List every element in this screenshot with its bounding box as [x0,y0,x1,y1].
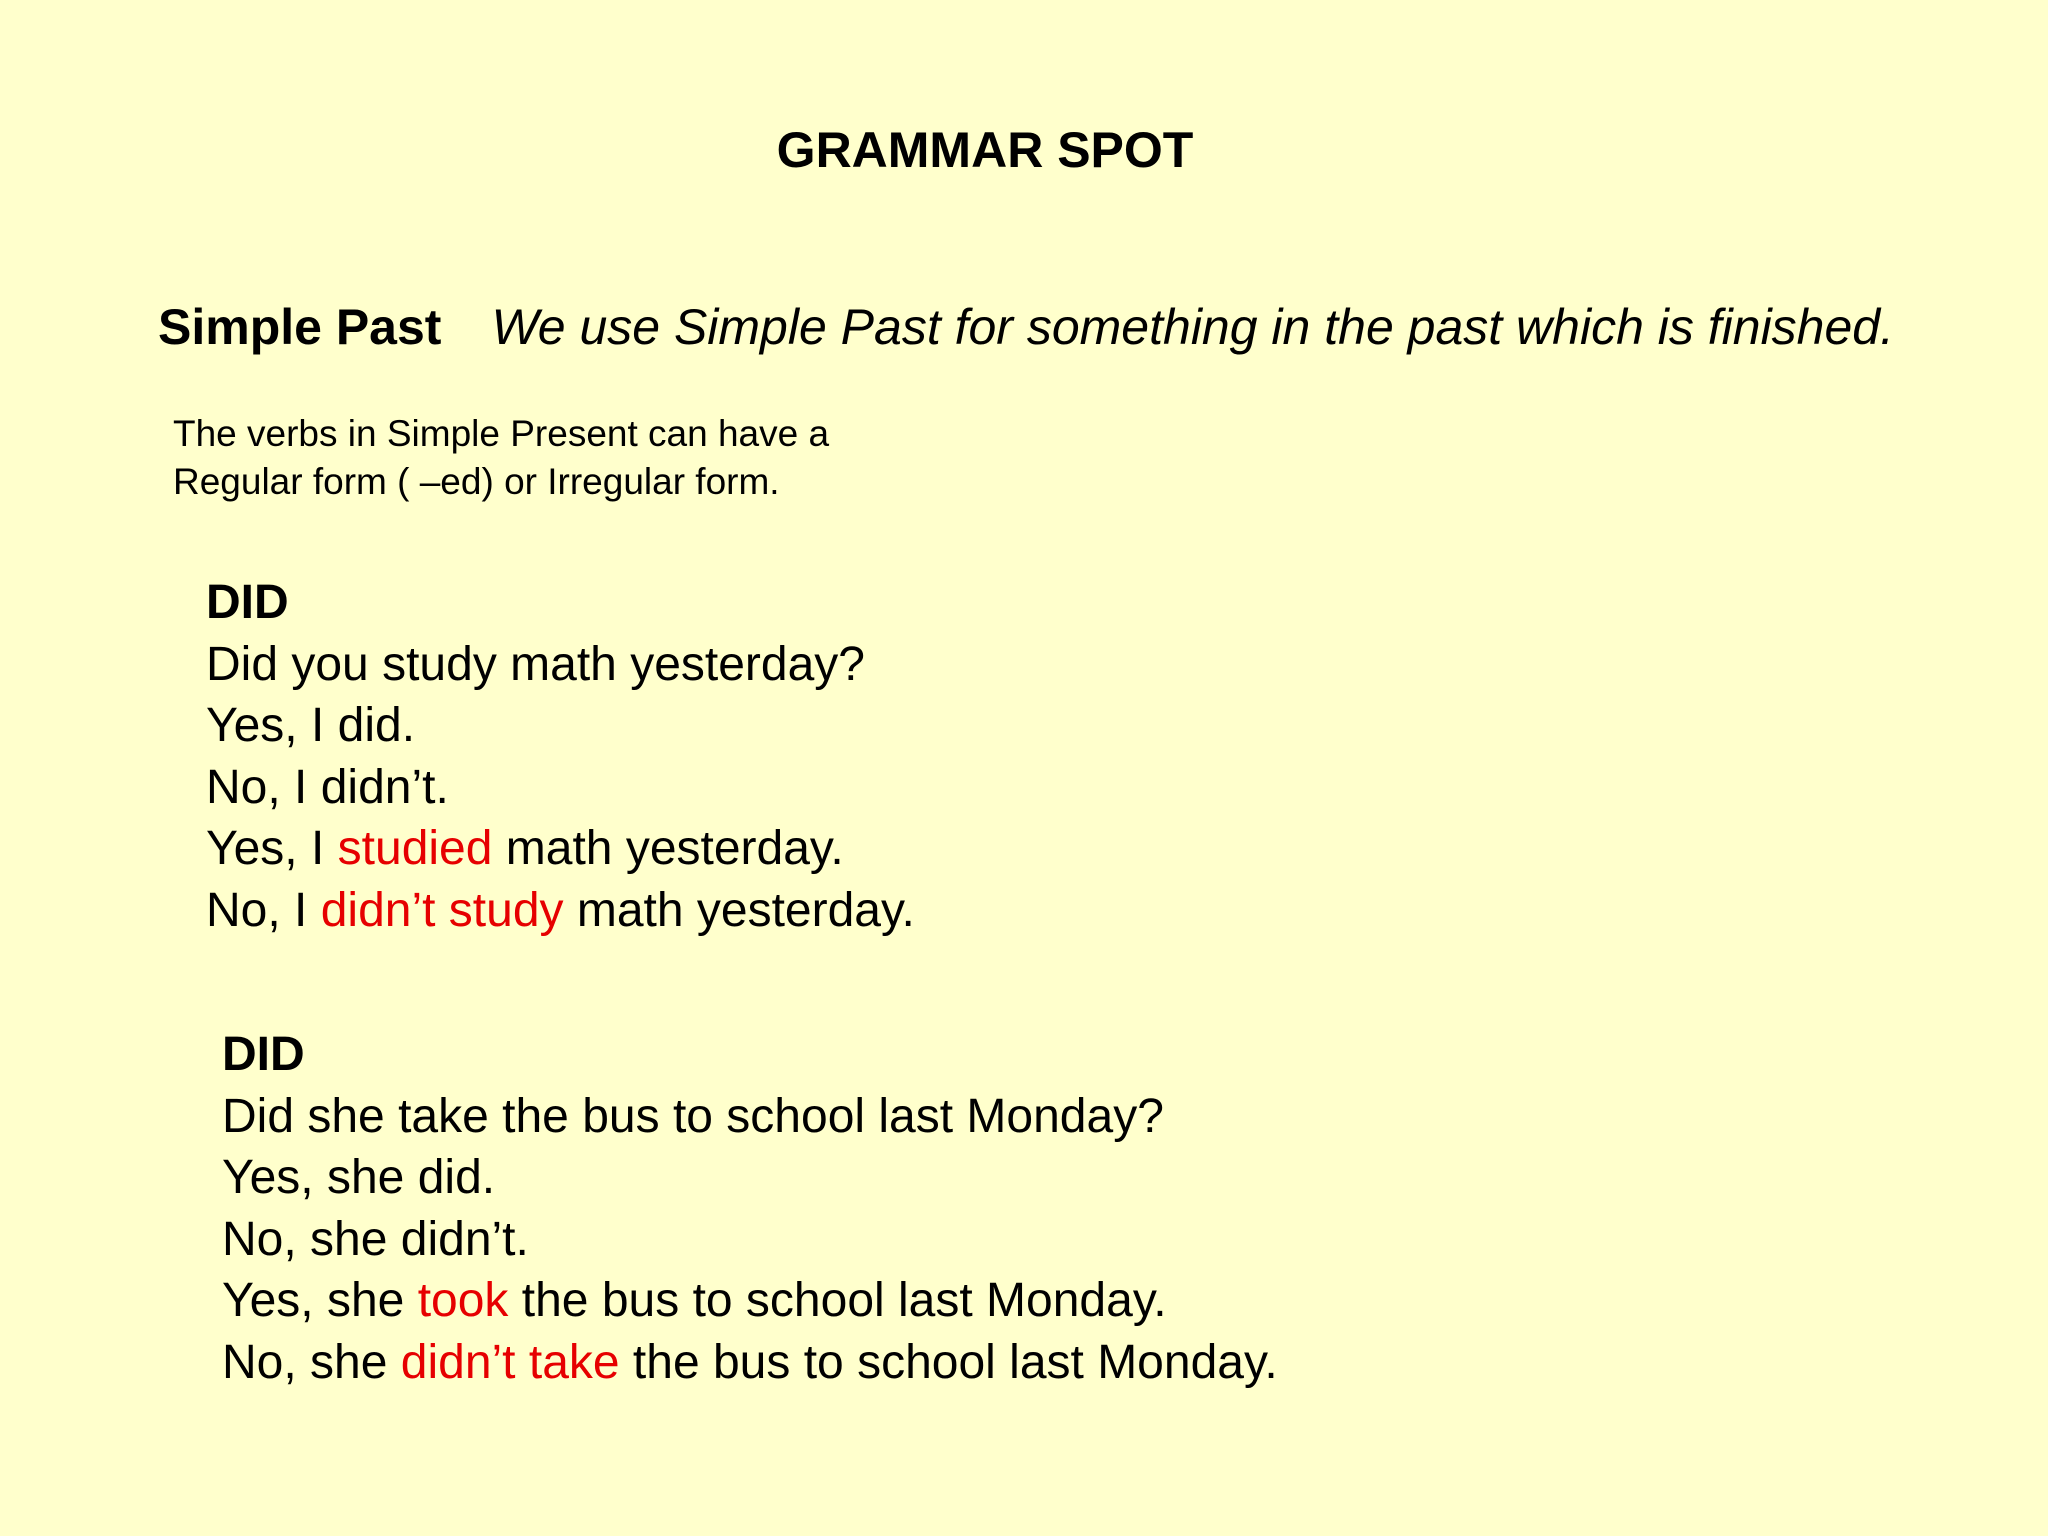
topic-line [158,297,1894,357]
block-2-heading: DID [222,1028,305,1081]
block-1-long-no [206,880,915,942]
block-1-long-no-verb: didn’t study [320,883,564,937]
block-2-long-yes-verb: took [417,1274,509,1327]
block-2-long-no-verb: didn’t take [400,1335,620,1389]
block-1-long-no-before: No, I [206,883,321,937]
block-1-question: Did you study math yesterday? [206,637,865,691]
example-block-2 [222,1024,1278,1393]
block-1-long-no-after: math yesterday. [563,883,915,937]
block-1-long-yes-verb: studied [337,822,493,875]
intro-line-2: Regular form ( –ed) or Irregular form. [173,461,780,502]
block-1-long-yes-before: Yes, I [206,822,338,875]
block-1-short-no: No, I didn’t. [206,760,449,814]
block-2-long-no-after: the bus to school last Monday. [619,1335,1278,1389]
block-2-long-yes [222,1270,1278,1332]
intro-line-1: The verbs in Simple Present can have a [173,413,830,454]
block-1-long-yes [206,818,915,880]
example-block-1 [206,572,915,941]
slide-title: GRAMMAR SPOT [776,122,1194,178]
block-2-short-yes: Yes, she did. [222,1151,496,1204]
block-2-long-no [222,1332,1278,1394]
intro-text [173,410,829,506]
block-2-long-yes-before: Yes, she [222,1274,418,1327]
block-1-heading: DID [206,576,289,629]
block-2-question: Did she take the bus to school last Monday? [222,1089,1164,1143]
topic-name: Simple Past [158,299,442,355]
block-1-short-yes: Yes, I did. [206,699,416,752]
block-1-long-yes-after: math yesterday. [492,822,844,875]
topic-description: We use Simple Past for something in the past which is finished. [491,299,1894,355]
block-2-long-no-before: No, she [222,1335,401,1389]
block-2-long-yes-after: the bus to school last Monday. [508,1274,1167,1327]
block-2-short-no: No, she didn’t. [222,1212,529,1266]
